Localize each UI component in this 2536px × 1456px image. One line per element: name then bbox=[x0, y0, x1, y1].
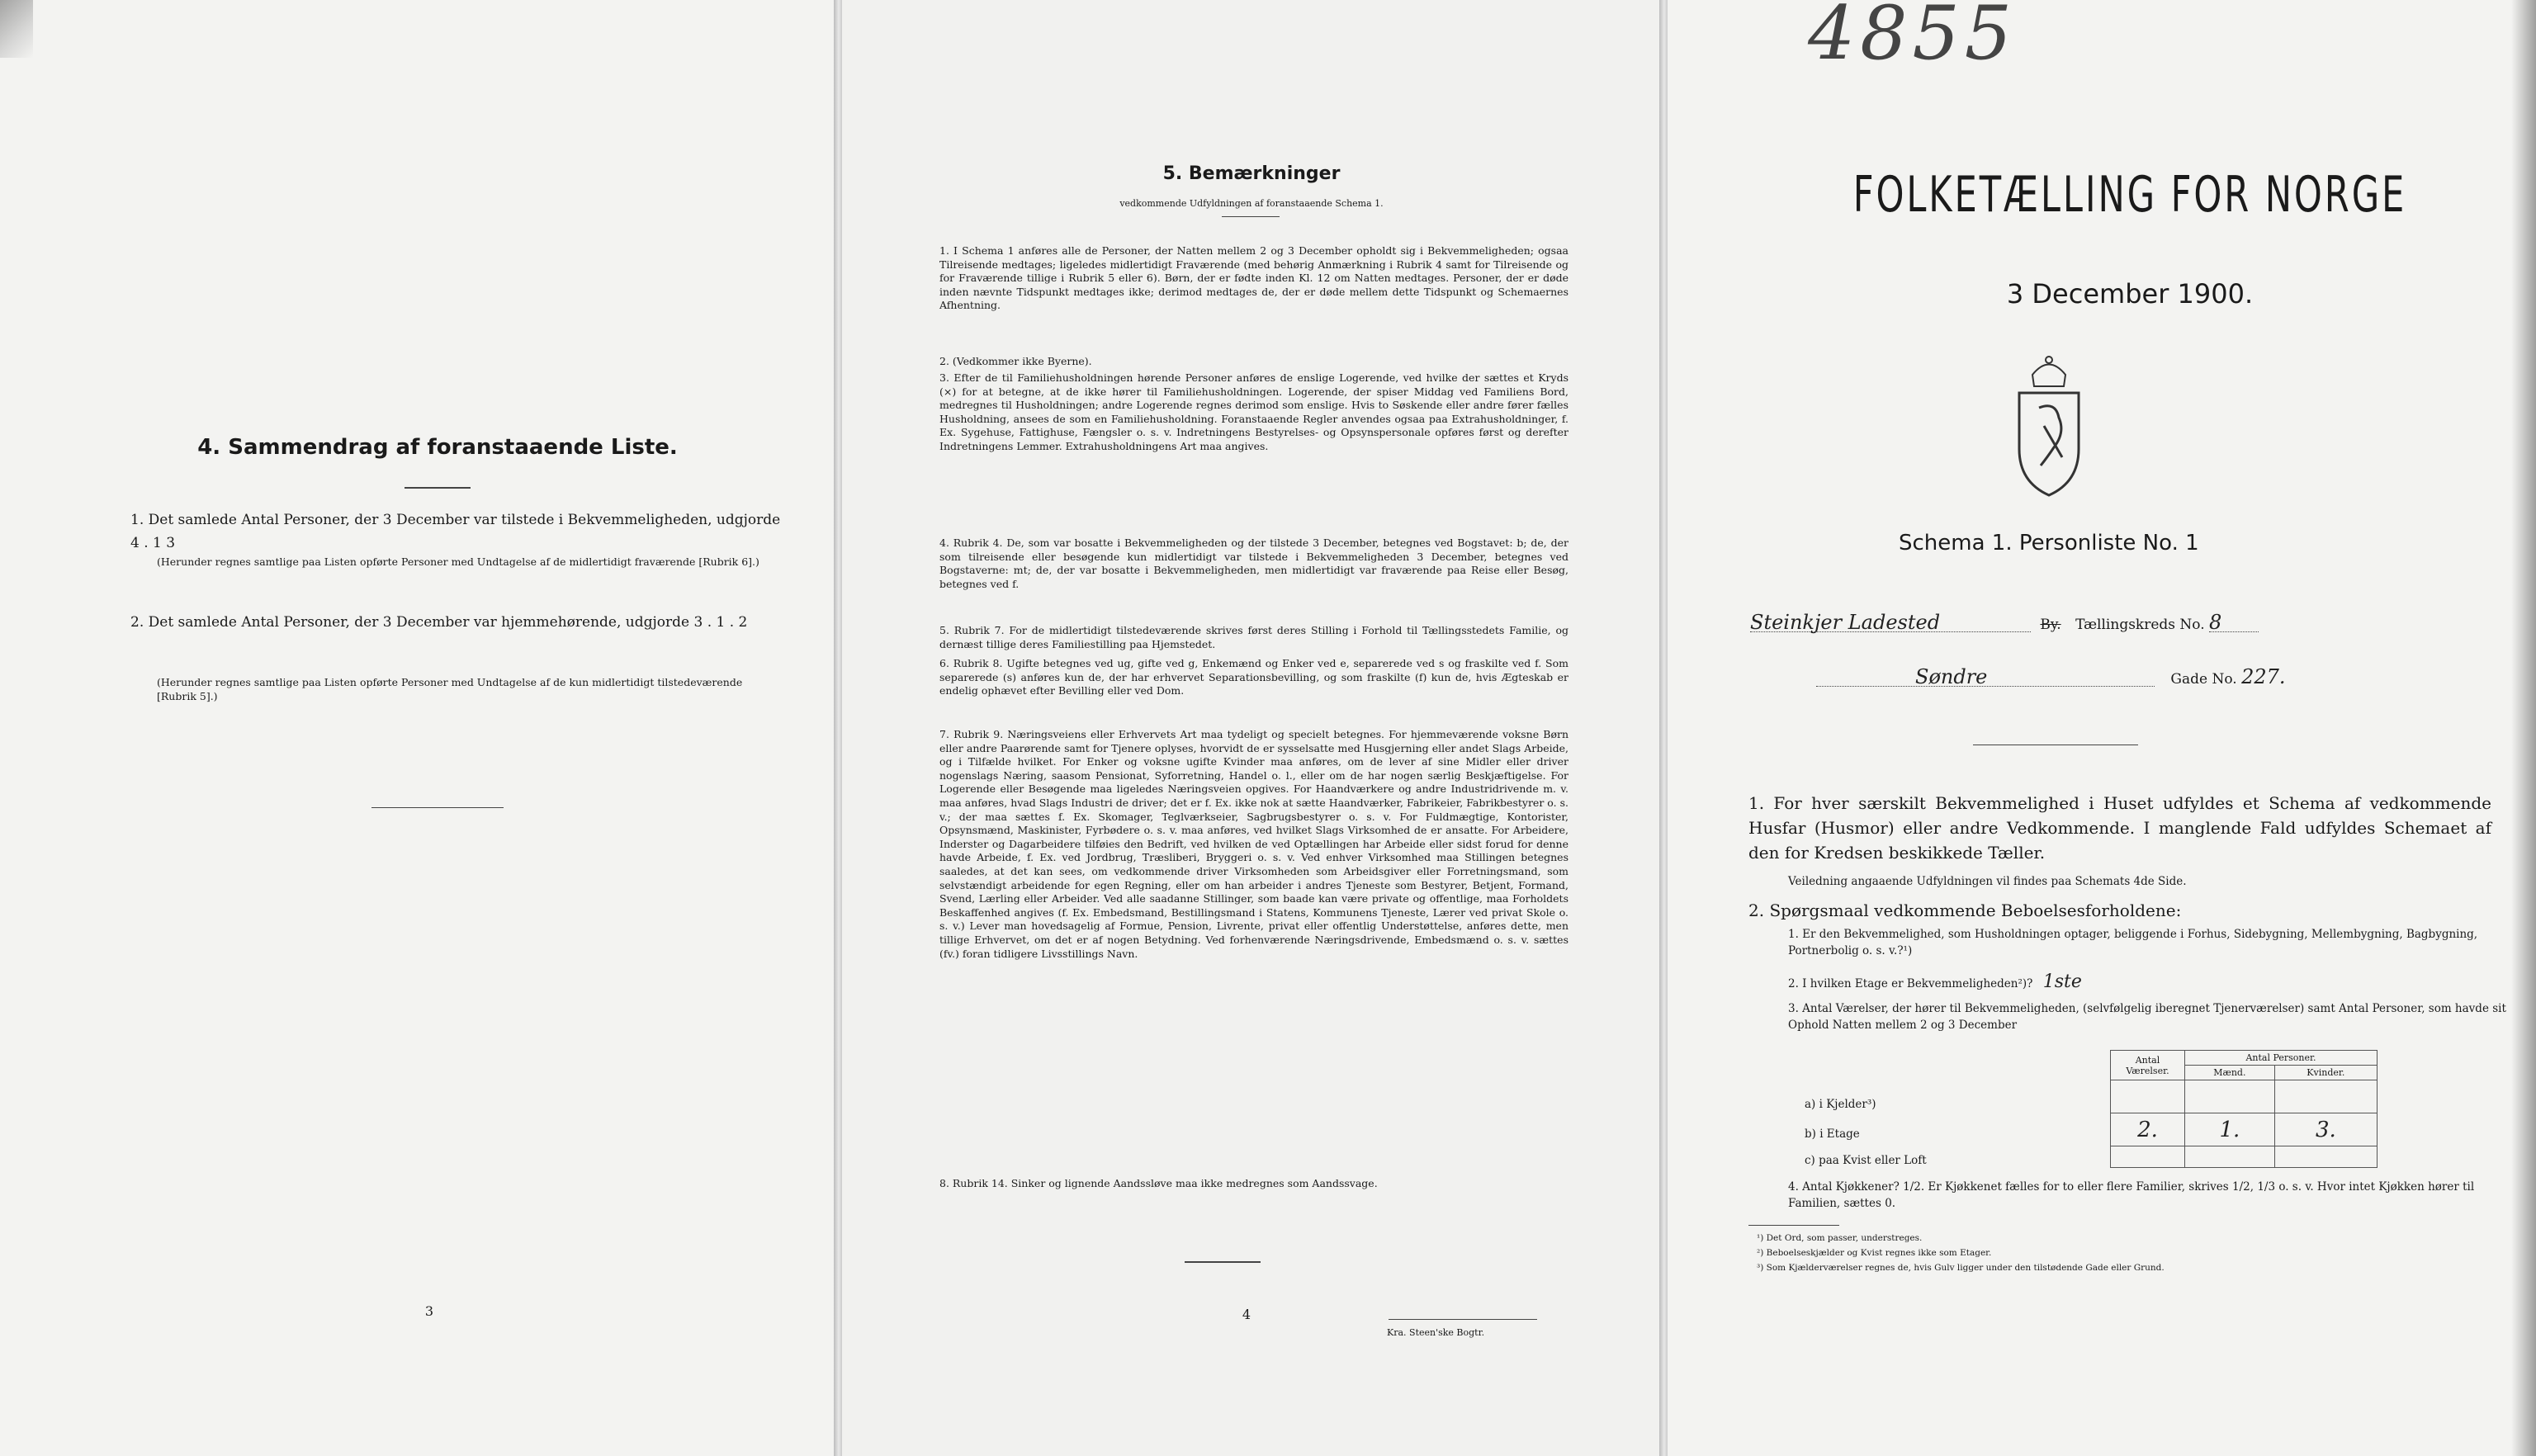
street-line bbox=[1816, 665, 2493, 688]
cell-b-rooms: 2. bbox=[2111, 1113, 2185, 1146]
footnote-divider bbox=[1748, 1225, 1839, 1226]
street-handwritten: Søndre bbox=[1816, 669, 2155, 687]
left-page bbox=[0, 0, 835, 1456]
title-divider bbox=[1222, 216, 1280, 217]
remark-item: 7. Rubrik 9. Næringsveiens eller Erhvervets Art maa tydeligt og specielt betegnes. For hjemmeværende voksne Børn eller andre Paarørende samt for Tjenere oplyses, hvorvidt de er sysselsatte med Husgjerning eller andet Slags Arbeide, og i Tilfælde hvilket. For Enker og voksne ugifte Kvinder maa anføres, om de lever af sine Midler eller driver nogenslags Næring, saasom Pensionat, Syforretning, Handel o. l., eller om de har nogen særlig Beskjæftigelse. For Logerende eller Besøgende maa ligeledes Næringsveien opgives. For Haandværkere og andre Industridrivende m. v. maa anføres, hvad Slags Industri de driver; det er f. Ex. ikke nok at sætte Haandværker, Fabrikeier, Fabrikbestyrer o. s. v.; der maa sættes f. Ex. Skomager, Teglværkseier, Sagbrugsbestyrer o. s. v. For Fuldmægtige, Kontorister, Opsynsmænd, Maskinister, Fyrbødere o. s. v. maa anføres, ved hvilket Slags Virksomhed de er ansatte. For Arbeidere, Inderster og Dagarbeidere tilføies den Bedrift, ved hvilken de ved Optællingen har Arbeide eller sidst forud for denne havde Arbeide, f. Ex. ved Jordbrug, Træsliberi, Bryggeri o. s. v. Ved enhver Virksomhed maa Stillingen betegnes saaledes, at det kan sees, om vedkommende driver Virksomheden som Arbeidsgiver eller Forretningsmand, som selvstændigt arbeidende for egen Regning, eller om han arbeider i andres Tjeneste som Bestyrer, Betjent, Formand, Svend, Lærling eller Arbeider. Ved alle saadanne Stillinger, som baade kan være private og offentlige, maa Forholdets Beskaffenhed angives (f. Ex. Embedsmand, Bestillingsmand i Statens, Kommunens Tjeneste, Lærer ved privat Skole o. s. v.) Lever man hovedsagelig af Formue, Pension, Livrente, privat eller offentlig Understøttelse, anføres dette, men tillige Erhvervet, om det er af nogen Betydning. Ved forhenværende Næringsdrivende, Embedsmænd o. s. v. sættes (fv.) foran tidligere Livsstillings Navn. bbox=[939, 728, 1568, 960]
row-label-etage: b) i Etage bbox=[1805, 1127, 1860, 1141]
cell-b-men: 1. bbox=[2185, 1113, 2275, 1146]
norwegian-coat-of-arms-icon bbox=[2008, 350, 2090, 499]
footnote: ²) Beboelseskjælder og Kvist regnes ikke som Etager. bbox=[1757, 1248, 1992, 1258]
census-date: 3 December 1900. bbox=[2006, 278, 2254, 310]
location-by-label: By. bbox=[2040, 617, 2061, 633]
footnote: ¹) Det Ord, som passer, understreges. bbox=[1757, 1233, 1923, 1243]
section-divider bbox=[371, 807, 504, 808]
instruction-item-1: 1. For hver særskilt Bekvemmelighed i Huset udfyldes et Schema af vedkommende Husfar (Husmor) eller andre Vedkommende. I manglende Fald udfyldes Schemaet af den for Kredsen beskikkede Tæller. bbox=[1748, 793, 2491, 863]
summary-present-note: (Herunder regnes samtlige paa Listen opførte Personer med Undtagelse af de midlertidigt fraværende [Rubrik 6].) bbox=[157, 555, 759, 568]
header-women: Kvinder. bbox=[2274, 1066, 2377, 1080]
question-2-answer: 1ste bbox=[2042, 971, 2082, 992]
question-4: 4. Antal Kjøkkener? 1/2. Er Kjøkkenet fælles for to eller flere Familier, skrives 1/2, 1/3 o. s. v. Hvor intet Kjøkken hører til Familien, sættes 0. bbox=[1788, 1180, 2475, 1210]
title-divider bbox=[405, 487, 471, 489]
section-divider bbox=[1185, 1261, 1261, 1263]
remark-item: 6. Rubrik 8. Ugifte betegnes ved ug, gifte ved g, Enkemænd og Enker ved e, separerede ved s og fraskilte ved f. Som separerede (s) anføres kun de, der har erhvervet Separationsbevilling, og som fraskilte (f) kun de, hvis Ægteskab er endelig ophævet efter Bevilling eller ved Dom. bbox=[939, 657, 1568, 697]
remarks-subtitle: vedkommende Udfyldningen af foranstaaende Schema 1. bbox=[1119, 198, 1384, 209]
summary-resident-note: (Herunder regnes samtlige paa Listen opførte Personer med Undtagelse af de kun midlertidigt tilstedeværende [Rubrik 5].) bbox=[157, 676, 743, 702]
row-label-kjelder: a) i Kjelder³) bbox=[1805, 1098, 1876, 1111]
gade-label: Gade No. bbox=[2170, 671, 2237, 688]
cell-c-men bbox=[2185, 1146, 2275, 1168]
remark-item: 4. Rubrik 4. De, som var bosatte i Bekvemmeligheden og der tilstede 3 December, betegnes ved Bogstavet: b; de, der som tilreisende eller besøgende kun midlertidigt var tilstede i Bekvemmeligheden 3 December, betegnes ved Bogstaverne: mt; de, der var bosatte i Bekvemmeligheden, men midlertidigt var fraværende paa Reise eller Besøg, betegnes ved f. bbox=[939, 537, 1568, 590]
remark-item: 2. (Vedkommer ikke Byerne). bbox=[939, 355, 1092, 367]
gade-value: 227. bbox=[2241, 665, 2286, 688]
question-3: 3. Antal Værelser, der hører til Bekvemmeligheden, (selvfølgelig iberegnet Tjenerværelser) samt Antal Personer, som havde sit Ophold Natten mellem 2 og 3 December bbox=[1788, 1002, 2506, 1032]
question-2-label: 2. I hvilken Etage er Bekvemmeligheden²)? bbox=[1788, 977, 2033, 990]
printer-imprint: Kra. Steen'ske Bogtr. bbox=[1387, 1327, 1485, 1338]
cell-a-women bbox=[2274, 1080, 2377, 1113]
left-page-number: 3 bbox=[424, 1303, 434, 1319]
header-rooms: Antal Værelser. bbox=[2111, 1051, 2185, 1080]
cell-b-women: 3. bbox=[2274, 1113, 2377, 1146]
printer-divider bbox=[1389, 1319, 1537, 1320]
remark-item: 5. Rubrik 7. For de midlertidigt tilstedeværende skrives først deres Stilling i Forhold til Tællingsstedets Familie, og dernæst tillige deres Familiestilling paa Hjemstedet. bbox=[939, 624, 1568, 650]
middle-page-number: 4 bbox=[1242, 1307, 1251, 1322]
question-2 bbox=[1788, 971, 2498, 992]
schema-personliste-line bbox=[1899, 531, 2477, 555]
question-1: 1. Er den Bekvemmelighed, som Husholdningen optager, beliggende i Forhus, Sidebygning, Mellembygning, Bagbygning, Portnerbolig o. s. v.?¹) bbox=[1788, 928, 2478, 957]
taellingskreds-label: Tællingskreds No. bbox=[2075, 617, 2205, 633]
page-edge-shadow bbox=[2511, 0, 2536, 1456]
rooms-persons-table bbox=[2110, 1050, 2378, 1168]
location-handwritten: Steinkjer Ladested bbox=[1750, 614, 2031, 632]
summary-present-count: 1. Det samlede Antal Personer, der 3 December var tilstede i Bekvemmeligheden, udgjorde 4 . 1 3 bbox=[130, 512, 781, 551]
remark-item: 1. I Schema 1 anføres alle de Personer, der Natten mellem 2 og 3 December opholdt sig i Bekvemmeligheden; ogsaa Tilreisende medtages; ligeledes midlertidigt Fraværende (med behørig Anmærkning i Rubrik 4 samt for Tilreisende og for Fraværende tillige i Rubrik 5 eller 6). Børn, der er fødte inden Kl. 12 om Natten medtages. Personer, der er døde inden nævnte Tidspunkt medtages ikke; derimod medtages de, der er døde mellem dette Tidspunkt og Schemaernes Afhentning. bbox=[939, 244, 1568, 312]
archive-number: 4855 bbox=[1808, 0, 2018, 77]
remark-item: 3. Efter de til Familiehusholdningen hørende Personer anføres de enslige Logerende, ved hvilke der sættes et Kryds (×) for at betegne, at de ikke hører til Familiehusholdningen. Logerende, der spiser Middag ved Familiens Bord, medregnes til Husholdningen; andre Logerende regnes derimod som enslige. Hvis to Søskende eller andre fører fælles Husholdning, ansees de som en Familiehusholdning. Foranstaaende Regler anvendes ogsaa paa Extrahusholdninger, f. Ex. Sygehuse, Fattighuse, Fængsler o. s. v. Indretningens Bestyrelses- og Opsynspersonale opføres først og derefter Indretningens Lemmer. Extrahusholdningens Art maa angives. bbox=[939, 371, 1568, 452]
footnote: ³) Som Kjælderværelser regnes de, hvis Gulv ligger under den tilstødende Gade eller Grund. bbox=[1757, 1263, 2165, 1273]
header-men: Mænd. bbox=[2185, 1066, 2275, 1080]
census-title: FOLKETÆLLING FOR NORGE bbox=[1852, 166, 2407, 224]
schema-label: Schema 1. Personliste No. 1 bbox=[1899, 531, 2199, 555]
remarks-title: 5. Bemærkninger bbox=[1162, 163, 1341, 184]
left-page-title: 4. Sammendrag af foranstaaende Liste. bbox=[197, 435, 678, 460]
instruction-note: Veiledning angaaende Udfyldningen vil findes paa Schemats 4de Side. bbox=[1788, 875, 2187, 888]
cell-a-men bbox=[2185, 1080, 2275, 1113]
taellingskreds-value: 8 bbox=[2209, 614, 2259, 632]
remark-item: 8. Rubrik 14. Sinker og lignende Aandssløve maa ikke medregnes som Aandssvage. bbox=[939, 1177, 1378, 1189]
cell-c-rooms bbox=[2111, 1146, 2185, 1168]
summary-resident-count: 2. Det samlede Antal Personer, der 3 December var hjemmehørende, udgjorde 3 . 1 . 2 bbox=[130, 614, 748, 631]
corner-shadow bbox=[0, 0, 33, 58]
header-persons: Antal Personer. bbox=[2185, 1051, 2378, 1066]
cell-a-rooms bbox=[2111, 1080, 2185, 1113]
row-label-kvist: c) paa Kvist eller Loft bbox=[1805, 1154, 1927, 1167]
instruction-item-2: 2. Spørgsmaal vedkommende Beboelsesforholdene: bbox=[1748, 901, 2182, 920]
location-line bbox=[1750, 611, 2493, 634]
cell-c-women bbox=[2274, 1146, 2377, 1168]
